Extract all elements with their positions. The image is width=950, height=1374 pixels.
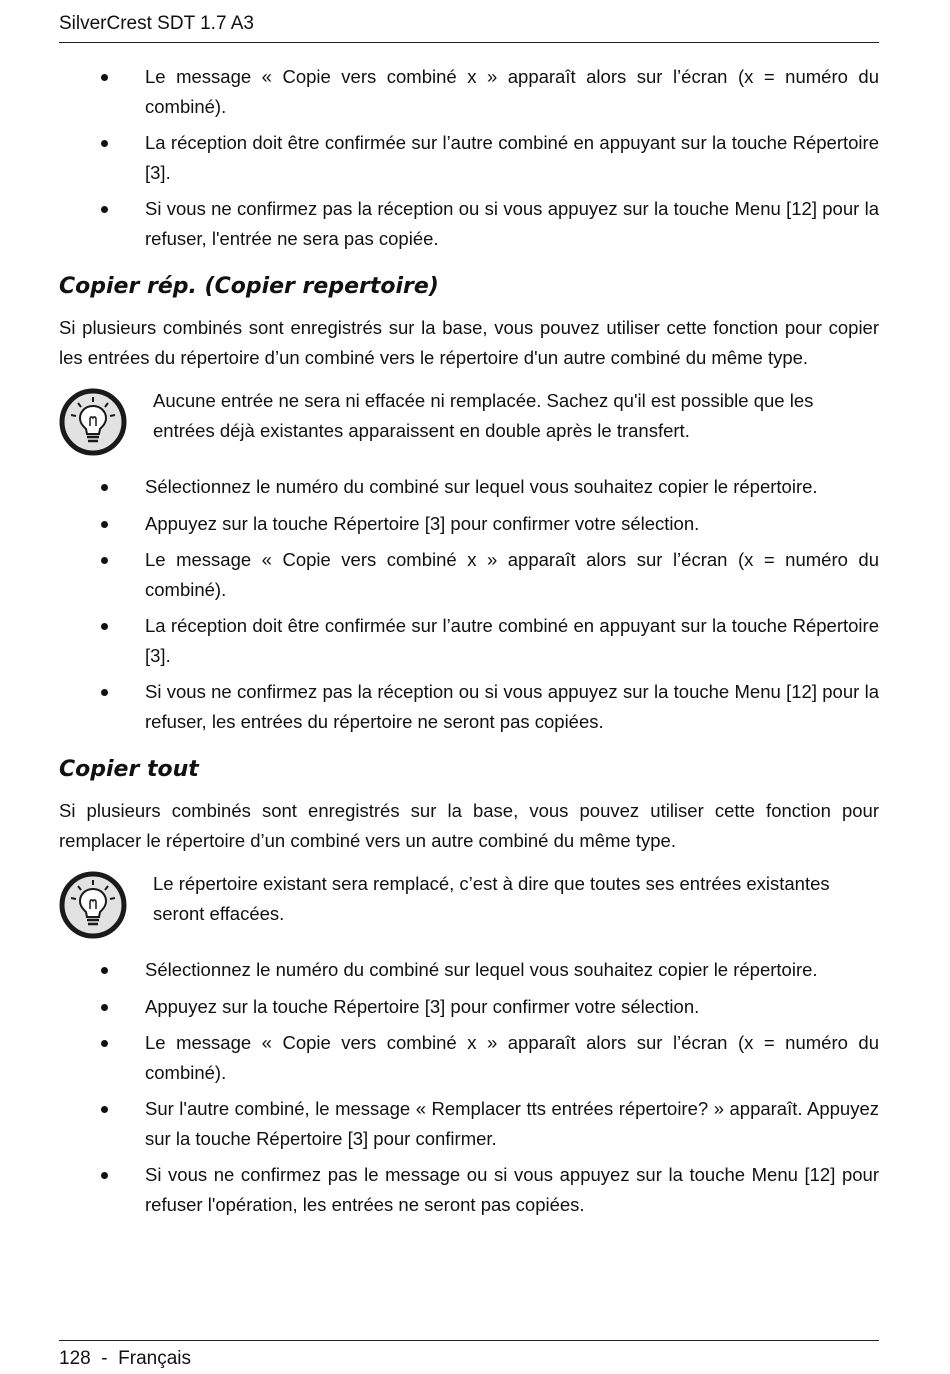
- bullet-dot: [101, 1004, 108, 1011]
- page-header: [59, 10, 879, 43]
- bullet-dot: [101, 689, 108, 696]
- bullet-dot: [101, 74, 108, 81]
- list-item: [59, 62, 879, 121]
- list-item: [59, 128, 879, 187]
- list-item: [59, 677, 879, 736]
- intro-bullet-list: [59, 62, 879, 253]
- section1-bullet-list: [59, 472, 879, 736]
- section2-bullet-list: [59, 955, 879, 1219]
- page-number: 128 - Français: [59, 1348, 191, 1369]
- section-paragraph: Si plusieurs combinés sont enregistrés sur la base, vous pouvez utiliser cette fonction pour copier les entrées du répertoire d’un combiné vers le répertoire d'un autre combiné du même type.: [59, 317, 879, 368]
- note-box: [59, 384, 879, 458]
- section-heading-copier-rep: Copier rép. (Copier repertoire): [59, 274, 439, 299]
- page-footer: [59, 1340, 879, 1371]
- list-item: [59, 955, 879, 985]
- list-item-text: Sur l'autre combiné, le message « Remplacer tts entrées répertoire? » apparaît. Appuyez sur la touche Répertoire [3] pour confirmer.: [145, 1098, 879, 1149]
- bullet-dot: [101, 1040, 108, 1047]
- list-item: [59, 611, 879, 670]
- bullet-dot: [101, 623, 108, 630]
- note-box: [59, 867, 879, 941]
- list-item-text: Si vous ne confirmez pas le message ou si vous appuyez sur la touche Menu [12] pour refuser l'opération, les entrées ne seront pas copiées.: [145, 1164, 879, 1215]
- bullet-dot: [101, 206, 108, 213]
- list-item-text: Le message « Copie vers combiné x » apparaît alors sur l’écran (x = numéro du combiné).: [145, 1032, 879, 1083]
- list-item-text: Si vous ne confirmez pas la réception ou si vous appuyez sur la touche Menu [12] pour la refuser, les entrées du répertoire ne seront pas copiées.: [145, 681, 879, 732]
- list-item-text: Si vous ne confirmez pas la réception ou si vous appuyez sur la touche Menu [12] pour la refuser, l'entrée ne sera pas copiée.: [145, 198, 879, 249]
- header-title: SilverCrest SDT 1.7 A3: [59, 13, 255, 34]
- bullet-dot: [101, 521, 108, 528]
- bullet-dot: [101, 484, 108, 491]
- bullet-dot: [101, 1106, 108, 1113]
- list-item: [59, 472, 879, 502]
- list-item: [59, 1160, 879, 1219]
- list-item: [59, 1028, 879, 1087]
- list-item-text: Sélectionnez le numéro du combiné sur lequel vous souhaitez copier le répertoire.: [145, 476, 818, 497]
- lightbulb-icon: [59, 871, 127, 939]
- bullet-dot: [101, 1172, 108, 1179]
- lightbulb-icon: [59, 388, 127, 456]
- list-item: [59, 509, 879, 539]
- list-item: [59, 1094, 879, 1153]
- page-content: [59, 62, 879, 1226]
- list-item-text: Le message « Copie vers combiné x » apparaît alors sur l’écran (x = numéro du combiné).: [145, 66, 879, 117]
- list-item-text: La réception doit être confirmée sur l’autre combiné en appuyant sur la touche Répertoire [3].: [145, 132, 879, 183]
- list-item-text: Sélectionnez le numéro du combiné sur lequel vous souhaitez copier le répertoire.: [145, 959, 818, 980]
- list-item-text: Appuyez sur la touche Répertoire [3] pour confirmer votre sélection.: [145, 512, 700, 534]
- list-item: [59, 992, 879, 1022]
- list-item-text: Le message « Copie vers combiné x » apparaît alors sur l’écran (x = numéro du combiné).: [145, 549, 879, 600]
- bullet-dot: [101, 557, 108, 564]
- list-item: [59, 545, 879, 604]
- section-paragraph: Si plusieurs combinés sont enregistrés sur la base, vous pouvez utiliser cette fonction pour remplacer le répertoire d’un combiné vers un autre combiné du même type.: [59, 800, 879, 851]
- note-text: Aucune entrée ne sera ni effacée ni remplacée. Sachez qu'il est possible que les entrées déjà existantes apparaissent en double après le transfert.: [153, 390, 814, 441]
- bullet-dot: [101, 140, 108, 147]
- list-item-text: La réception doit être confirmée sur l’autre combiné en appuyant sur la touche Répertoire [3].: [145, 615, 879, 666]
- list-item-text: Appuyez sur la touche Répertoire [3] pour confirmer votre sélection.: [145, 995, 700, 1017]
- section-heading-copier-tout: Copier tout: [59, 757, 199, 782]
- note-text: Le répertoire existant sera remplacé, c’est à dire que toutes ses entrées existantes seront effacées.: [153, 873, 830, 924]
- list-item: [59, 194, 879, 253]
- bullet-dot: [101, 967, 108, 974]
